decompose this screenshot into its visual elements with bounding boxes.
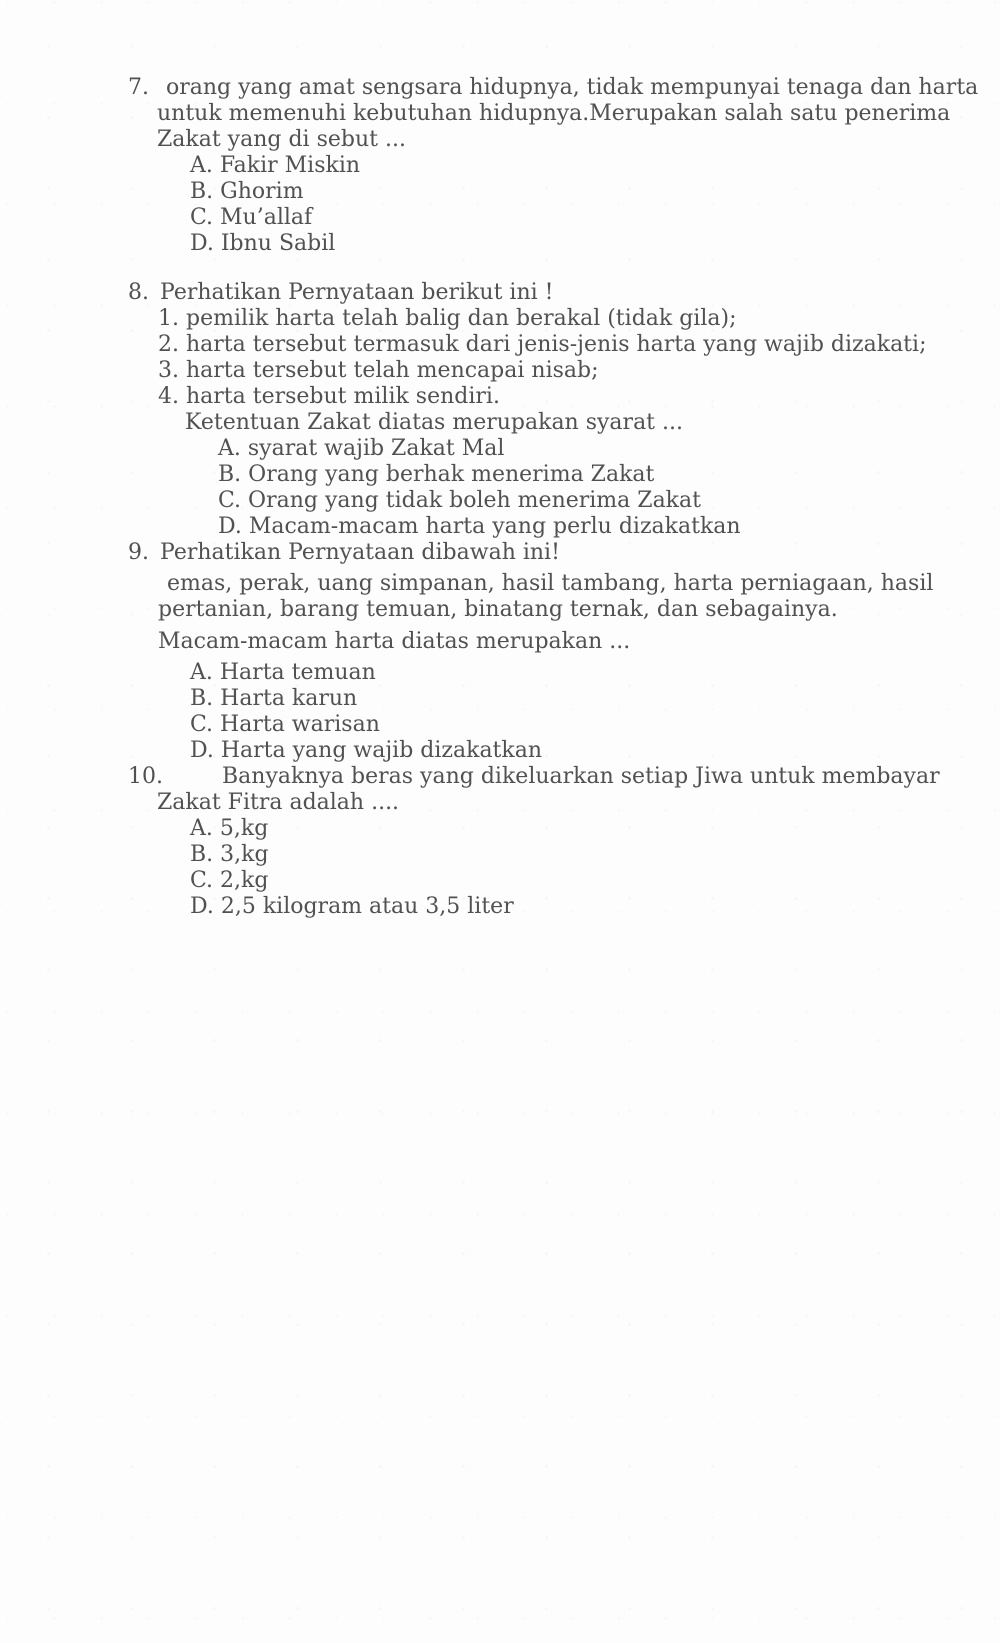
question-7-option-b: B. Ghorim	[190, 179, 304, 204]
question-10	[0, 764, 1000, 920]
question-7-option-d: D. Ibnu Sabil	[190, 231, 336, 256]
question-8-option-c: C. Orang yang tidak boleh menerima Zakat	[218, 488, 701, 513]
question-9-heading: Perhatikan Pernyataan dibawah ini!	[160, 540, 560, 565]
question-9-paragraph-line-1: emas, perak, uang simpanan, hasil tambang, harta perniagaan, hasil	[167, 571, 934, 596]
question-10-option-a: A. 5,kg	[190, 816, 269, 841]
question-7-line-2: untuk memenuhi kebutuhan hidupnya.Merupakan salah satu penerima	[157, 101, 951, 126]
question-9-stem: Macam-macam harta diatas merupakan ...	[158, 629, 631, 654]
question-9-option-a: A. Harta temuan	[190, 660, 376, 685]
quiz-content	[0, 75, 1000, 920]
question-7-number: 7.	[128, 75, 149, 100]
question-8-heading: Perhatikan Pernyataan berikut ini !	[160, 280, 554, 305]
question-7-line-3: Zakat yang di sebut ...	[157, 127, 406, 152]
question-8-option-b: B. Orang yang berhak menerima Zakat	[218, 462, 655, 487]
question-7-line-1: orang yang amat sengsara hidupnya, tidak mempunyai tenaga dan harta	[166, 75, 979, 100]
question-8-stem: Ketentuan Zakat diatas merupakan syarat ...	[185, 410, 683, 435]
question-10-option-c: C. 2,kg	[190, 868, 269, 893]
question-9	[0, 540, 1000, 764]
question-7-option-a: A. Fakir Miskin	[190, 153, 361, 178]
question-7	[0, 75, 1000, 257]
question-9-option-b: B. Harta karun	[190, 686, 358, 711]
question-8-number: 8.	[128, 280, 149, 305]
question-8-statement-1: 1. pemilik harta telah balig dan berakal (tidak gila);	[158, 306, 737, 331]
question-8-option-a: A. syarat wajib Zakat Mal	[218, 436, 505, 461]
question-8-statement-3: 3. harta tersebut telah mencapai nisab;	[158, 358, 599, 383]
question-9-option-d: D. Harta yang wajib dizakatkan	[190, 738, 543, 763]
question-8-option-d: D. Macam-macam harta yang perlu dizakatkan	[218, 514, 741, 539]
question-10-line-2: Zakat Fitra adalah ....	[157, 790, 400, 815]
question-9-number: 9.	[128, 540, 149, 565]
question-10-number: 10.	[128, 764, 163, 789]
question-9-option-c: C. Harta warisan	[190, 712, 380, 737]
question-10-option-d: D. 2,5 kilogram atau 3,5 liter	[190, 894, 514, 919]
question-10-option-b: B. 3,kg	[190, 842, 269, 867]
question-10-line-1: Banyaknya beras yang dikeluarkan setiap Jiwa untuk membayar	[222, 764, 940, 789]
question-8-statement-2: 2. harta tersebut termasuk dari jenis-jenis harta yang wajib dizakati;	[158, 332, 927, 357]
question-8-statement-4: 4. harta tersebut milik sendiri.	[158, 384, 500, 409]
question-8	[0, 280, 1000, 540]
question-9-paragraph-line-2: pertanian, barang temuan, binatang ternak, dan sebagainya.	[158, 597, 838, 622]
question-7-option-c: C. Mu’allaf	[190, 205, 313, 230]
